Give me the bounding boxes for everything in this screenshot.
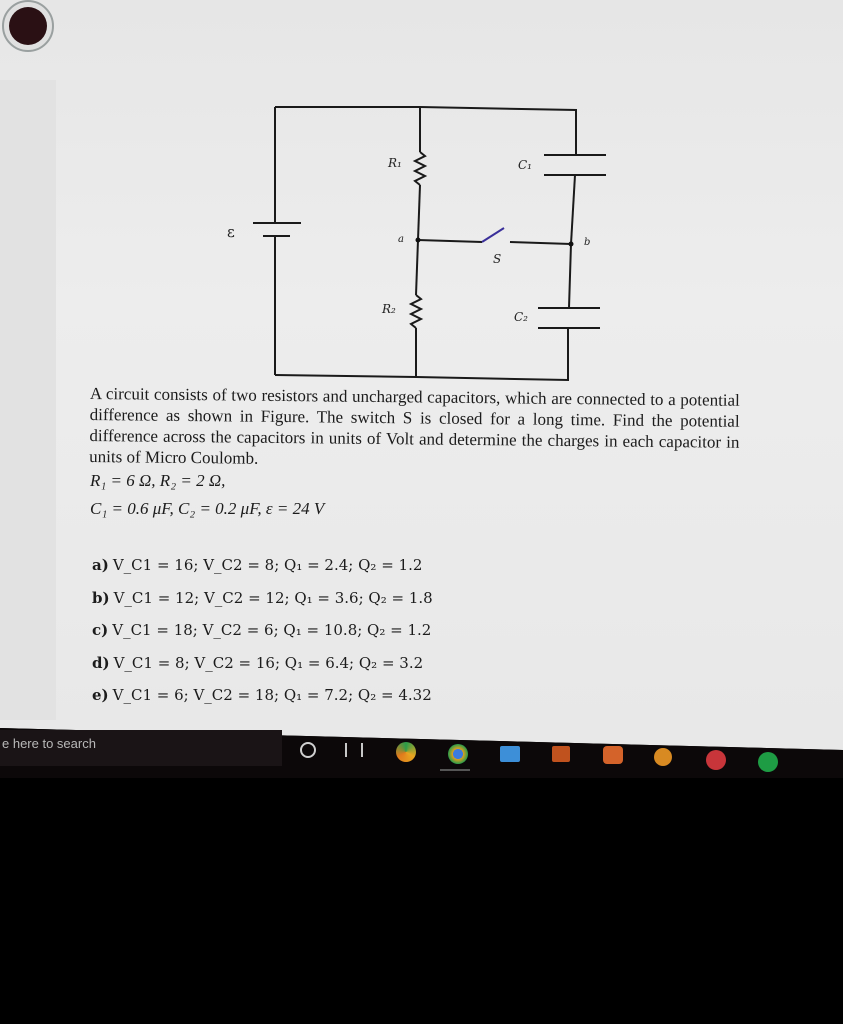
node-b-label: b [584,237,591,248]
capacitor-values: C₁ = 0.6 μF, C₂ = 0.2 μF, ε = 24 V [90,499,325,518]
chrome-icon[interactable] [448,744,468,764]
file-explorer-icon[interactable] [500,746,520,762]
option-a[interactable]: a) V_C1 = 16; V_C2 = 8; Q₁ = 2.4; Q₂ = 1.2 [92,556,423,574]
answer-options [92,556,433,719]
option-e[interactable]: e) V_C1 = 6; V_C2 = 18; Q₁ = 7.2; Q₂ = 4.32 [92,686,432,704]
search-placeholder: e here to search [2,736,96,751]
circuit-diagram [220,90,620,390]
logo-emblem-icon [9,7,47,45]
chrome-active-indicator [440,769,470,771]
outlook-icon[interactable] [552,746,570,762]
switch-blade [482,228,504,242]
spotify-icon[interactable] [758,752,778,772]
node-a-label: a [398,234,404,245]
resistor-values: R₁ = 6 Ω, R₂ = 2 Ω, [90,471,226,490]
c2-label: C₂ [514,310,528,324]
discord-icon[interactable] [706,750,726,770]
option-d[interactable]: d) V_C1 = 8; V_C2 = 16; Q₁ = 6.4; Q₂ = 3.2 [92,653,424,672]
university-logo [2,0,54,52]
option-c[interactable]: c) V_C1 = 18; V_C2 = 6; Q₁ = 10.8; Q₂ = 1.2 [92,621,432,639]
skype-s-icon[interactable] [654,748,672,766]
problem-statement: A circuit consists of two resistors and uncharged capacitors, which are connected to a potential difference as shown in Figure. The switch S is closed for a long time. Find the potential difference across the capacitors in units of Volt and determine the charges in each capacitor in units of Micro Coulomb. [89,383,740,468]
r2-label: R₂ [382,302,396,316]
switch-label: S [493,252,502,266]
cortana-icon[interactable] [300,742,316,758]
zoom-video-icon[interactable] [603,746,623,764]
emf-label: ε [227,223,235,241]
task-view-icon[interactable] [345,743,363,757]
option-b[interactable]: b) V_C1 = 12; V_C2 = 12; Q₁ = 3.6; Q₂ = 1.8 [92,588,433,607]
circuit-svg [220,90,620,390]
edge-icon[interactable] [396,742,416,762]
side-panel [0,80,56,720]
r1-label: R₁ [388,156,402,170]
c1-label: C₁ [518,158,532,172]
